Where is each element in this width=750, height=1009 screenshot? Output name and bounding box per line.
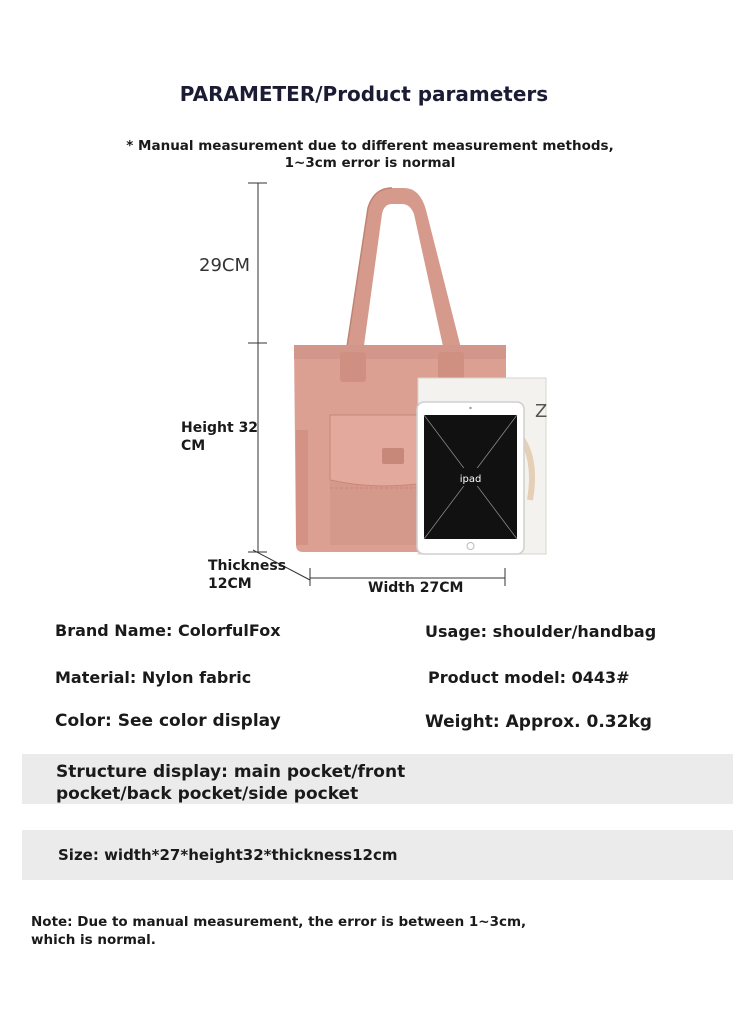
ipad — [417, 402, 524, 554]
width-label: Width 27CM — [368, 580, 464, 596]
spec-color: Color: See color display — [55, 711, 281, 731]
thickness-label: Thickness 12CM — [208, 558, 287, 592]
ipad-label: ipad — [459, 474, 482, 485]
handle-height-label: 29CM — [199, 255, 251, 276]
spec-weight: Weight: Approx. 0.32kg — [425, 712, 652, 732]
spec-model: Product model: 0443# — [428, 668, 630, 687]
height-dimension-line — [248, 183, 267, 552]
structure-text: Structure display: main pocket/front pocket/back pocket/side pocket — [56, 762, 406, 804]
footer-note: Note: Due to manual measurement, the error is between 1~3cm, which is normal. — [31, 914, 527, 948]
size-band — [22, 830, 733, 880]
body-height-label: Height 32 CM — [181, 420, 259, 454]
structure-band — [22, 754, 733, 804]
spec-material: Material: Nylon fabric — [55, 668, 252, 687]
measurement-note: * Manual measurement due to different measurement methods, 1~3cm error is normal — [126, 138, 614, 171]
magazine-letter: Z — [535, 401, 548, 422]
spec-usage: Usage: shoulder/handbag — [425, 622, 657, 641]
size-text: Size: width*27*height32*thickness12cm — [58, 846, 398, 864]
page-title: PARAMETER/Product parameters — [179, 82, 549, 106]
bag-handles — [345, 188, 464, 360]
spec-brand: Brand Name: ColorfulFox — [55, 621, 281, 640]
